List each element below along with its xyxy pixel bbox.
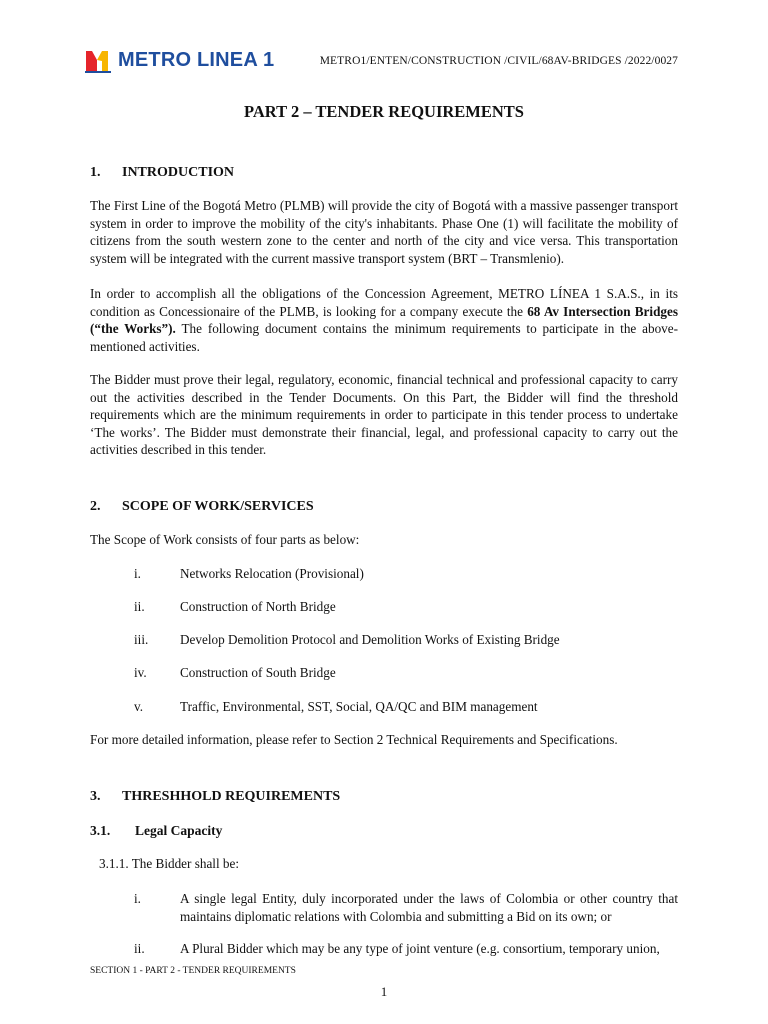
section-1-heading bbox=[90, 165, 234, 181]
section-title: SCOPE OF WORK/SERVICES bbox=[122, 499, 314, 514]
page-title: PART 2 – TENDER REQUIREMENTS bbox=[244, 102, 524, 121]
scope-outro: For more detailed information, please refer to Section 2 Technical Requirements and Specifications. bbox=[90, 732, 618, 747]
list-item-number: ii. bbox=[134, 941, 145, 956]
section-2-heading bbox=[90, 499, 314, 515]
list-item-text: A single legal Entity, duly incorporated under the laws of Colombia or other country that maintains diplomatic relations with Colombia and submitting a Bid on its own; or bbox=[180, 891, 678, 924]
list-item-text: Construction of North Bridge bbox=[180, 599, 336, 614]
logo-text: METRO LINEA 1 bbox=[118, 48, 275, 71]
list-item-number: v. bbox=[134, 699, 144, 714]
list-item-number: iv. bbox=[134, 665, 147, 680]
section-3-heading bbox=[90, 789, 340, 805]
section-number: 2. bbox=[90, 499, 101, 514]
metro-linea-1-logo bbox=[84, 46, 274, 74]
list-item-number: i. bbox=[134, 891, 141, 906]
section-number: 3. bbox=[90, 789, 101, 804]
section-title: THRESHHOLD REQUIREMENTS bbox=[122, 789, 341, 804]
list-item-number: i. bbox=[134, 566, 141, 581]
page-number: 1 bbox=[380, 984, 388, 999]
metro-m-logo-icon bbox=[84, 47, 112, 73]
subsection-number: 3.1. bbox=[90, 823, 111, 838]
list-item-text: A Plural Bidder which may be any type of joint venture (e.g. consortium, temporary union, bbox=[180, 941, 660, 956]
section-title: INTRODUCTION bbox=[122, 165, 235, 180]
footer-section-label: SECTION 1 - PART 2 - TENDER REQUIREMENTS bbox=[90, 966, 296, 976]
section-number: 1. bbox=[90, 165, 101, 180]
list-item-text: Construction of South Bridge bbox=[180, 665, 336, 680]
subsubsection-line: 3.1.1. The Bidder shall be: bbox=[99, 856, 240, 871]
intro-paragraph-2 bbox=[90, 285, 678, 355]
works-name-bold: 68 Av Intersection Bridges (“the Works”). bbox=[90, 303, 678, 337]
scope-intro: The Scope of Work consists of four parts as below: bbox=[90, 532, 360, 547]
subsection-title: Legal Capacity bbox=[135, 823, 223, 838]
list-item-text: Networks Relocation (Provisional) bbox=[180, 566, 364, 581]
paragraph-text: The following document contains the minimum requirements to participate in the above-mentioned activities. bbox=[90, 321, 679, 354]
intro-paragraph-1: The First Line of the Bogotá Metro (PLMB) will provide the city of Bogotá with a massive passenger transport system in order to improve the mobility of the city's inhabitants. Phase One (1) will facilitate the mobility of citizens from the south western zone to the center and north of the city and vice versa. This transportation system will be integrated with the current massive transport system (BRT – Transmlenio). bbox=[90, 198, 678, 266]
list-item-text: Develop Demolition Protocol and Demolition Works of Existing Bridge bbox=[180, 632, 560, 647]
list-item-text: Traffic, Environmental, SST, Social, QA/QC and BIM management bbox=[180, 699, 538, 714]
document-reference: METRO1/ENTEN/CONSTRUCTION /CIVIL/68AV-BRIDGES /2022/0027 bbox=[319, 55, 678, 67]
list-item-number: ii. bbox=[134, 599, 145, 614]
subsection-heading bbox=[90, 823, 222, 839]
intro-paragraph-3: The Bidder must prove their legal, regulatory, economic, financial technical and professional capacity to carry out the activities described in the Tender Documents. On this Part, the Bidder will find the threshold requirements which are the minimum requirements in order to participate in this tender process to undertake ‘The works’. The Bidder must demonstrate their financial, legal, and professional capacity to carry out the activities described in this tender. bbox=[90, 372, 678, 458]
list-item-number: iii. bbox=[134, 632, 149, 647]
paragraph-text: In order to accomplish all the obligations of the Concession Agreement, METRO LÍNEA 1 S.A.S., in its condition as Concessionaire of the PLMB, is looking for a company execute the bbox=[90, 286, 678, 319]
